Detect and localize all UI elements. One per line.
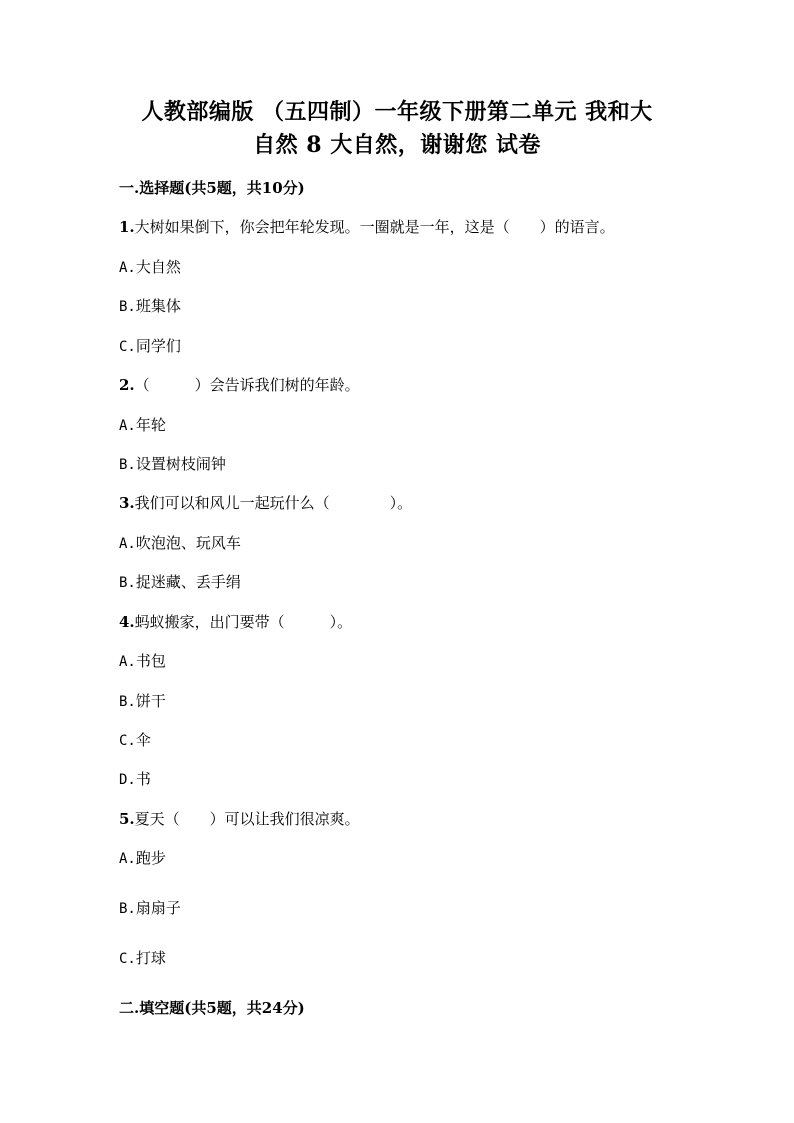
option-text: 书包	[135, 652, 166, 670]
question-number: 2.	[119, 376, 135, 394]
question-number: 5.	[119, 810, 135, 828]
option-letter: B.	[119, 575, 136, 591]
option-4a	[119, 651, 166, 672]
option-letter: A.	[119, 851, 136, 867]
option-5c	[119, 948, 166, 969]
option-4b	[119, 691, 166, 712]
option-text: 打球	[135, 949, 166, 967]
option-3a	[119, 533, 241, 554]
option-text: 捉迷藏、丢手绢	[135, 573, 241, 591]
question-3	[119, 493, 412, 513]
option-letter: B.	[119, 299, 136, 315]
question-text: 蚂蚁搬家，出门要带（ ）。	[134, 613, 353, 631]
option-text: 同学们	[135, 337, 181, 355]
option-text: 跑步	[135, 849, 166, 867]
question-5	[119, 809, 360, 829]
option-text: 饼干	[135, 692, 166, 710]
option-letter: A.	[119, 260, 136, 276]
option-text: 扇扇子	[135, 899, 181, 917]
option-letter: C.	[119, 339, 136, 355]
option-text: 班集体	[135, 297, 181, 315]
option-2a	[119, 415, 166, 436]
option-4c	[119, 730, 151, 751]
question-number: 1.	[119, 218, 135, 236]
option-text: 年轮	[135, 416, 166, 434]
option-letter: A.	[119, 536, 136, 552]
option-text: 书	[135, 770, 151, 788]
document-title-line-1: 人教部编版 （五四制）一年级下册第二单元 我和大	[141, 99, 653, 125]
question-4	[119, 612, 352, 632]
option-5b	[119, 898, 181, 919]
option-letter: A.	[119, 654, 136, 670]
question-text: 大树如果倒下，你会把年轮发现。一圈就是一年，这是（ ）的语言。	[134, 218, 615, 236]
option-text: 设置树枝闹钟	[135, 455, 226, 473]
option-letter: B.	[119, 694, 136, 710]
option-1b	[119, 296, 181, 317]
option-letter: D.	[119, 772, 136, 788]
option-3b	[119, 572, 241, 593]
option-letter: B.	[119, 901, 136, 917]
question-2	[119, 375, 360, 395]
option-letter: B.	[119, 457, 136, 473]
option-1c	[119, 336, 181, 357]
question-number: 3.	[119, 494, 135, 512]
question-text: 我们可以和风儿一起玩什么（ ）。	[134, 494, 413, 512]
section-header-choice: 一.选择题(共5题，共10分)	[119, 179, 305, 197]
question-text: （ ）会告诉我们树的年龄。	[134, 376, 360, 394]
option-text: 伞	[135, 731, 151, 749]
document-title-line-2: 自然 8 大自然，谢谢您 试卷	[253, 132, 541, 158]
option-1a	[119, 257, 181, 278]
option-text: 大自然	[135, 258, 181, 276]
question-number: 4.	[119, 613, 135, 631]
option-letter: A.	[119, 418, 136, 434]
option-5a	[119, 848, 166, 869]
question-1	[119, 217, 615, 237]
question-text: 夏天（ ）可以让我们很凉爽。	[134, 810, 360, 828]
option-4d	[119, 769, 151, 790]
section-header-fill-blank: 二.填空题(共5题，共24分)	[119, 999, 305, 1017]
option-letter: C.	[119, 733, 136, 749]
option-text: 吹泡泡、玩风车	[135, 534, 241, 552]
option-letter: C.	[119, 951, 136, 967]
option-2b	[119, 454, 226, 475]
